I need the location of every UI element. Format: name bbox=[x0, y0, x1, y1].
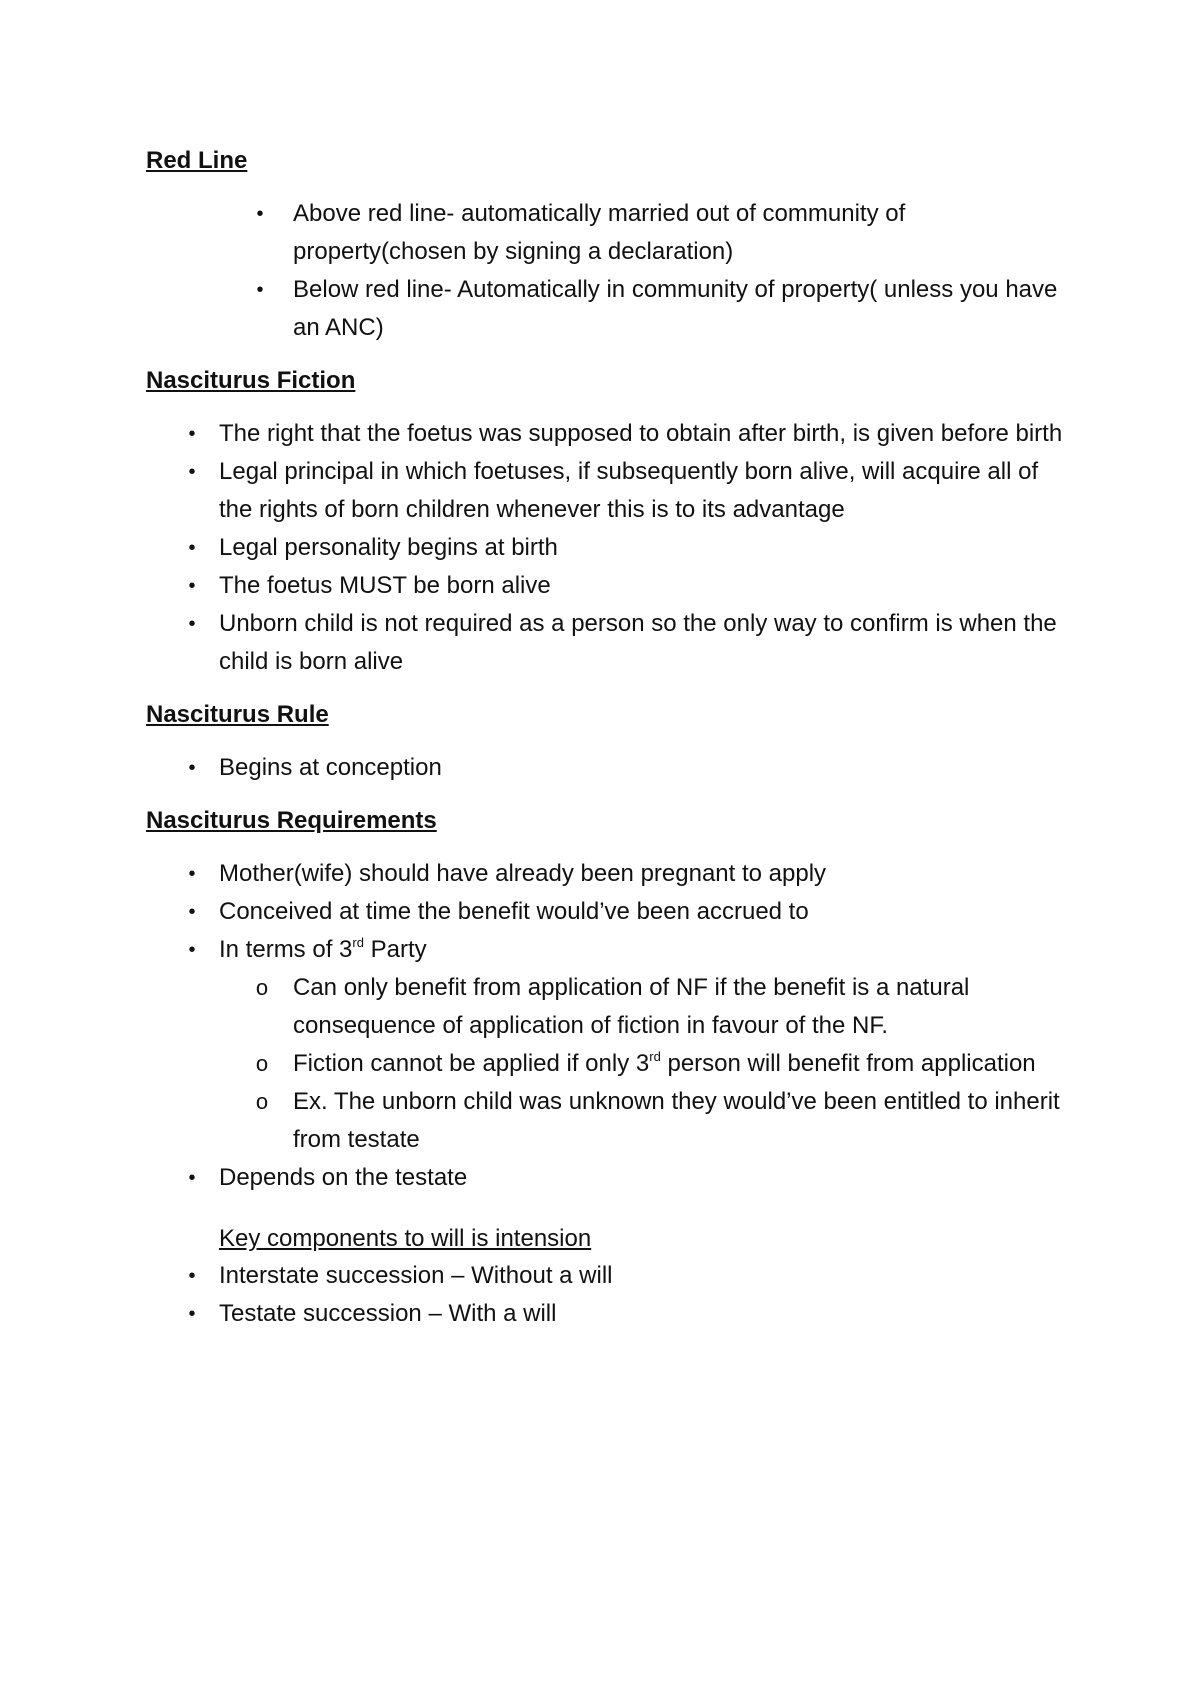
bullet-icon: • bbox=[188, 461, 196, 483]
list-item bbox=[146, 749, 1066, 787]
text-run: Fiction cannot be applied if only 3 bbox=[293, 1050, 650, 1077]
sublist-item bbox=[146, 969, 1066, 1045]
sublist-item-text bbox=[293, 1050, 1036, 1077]
circle-bullet-icon: o bbox=[255, 1051, 269, 1076]
heading-nasciturus-requirements: Nasciturus Requirements bbox=[146, 807, 437, 834]
bullet-icon: • bbox=[188, 939, 196, 961]
bullet-icon: • bbox=[256, 279, 264, 301]
bullet-icon: • bbox=[188, 537, 196, 559]
list-item-text: Unborn child is not required as a person so the only way to confirm is when the child is born alive bbox=[219, 610, 1057, 675]
list-item-text: Legal principal in which foetuses, if subsequently born alive, will acquire all of the rights of born children whenever this is to its advantage bbox=[219, 458, 1039, 523]
heading-red-line: Red Line bbox=[146, 147, 248, 174]
list-item bbox=[146, 195, 1066, 271]
bullet-icon: • bbox=[188, 757, 196, 779]
list-item bbox=[146, 893, 1066, 931]
nasciturus-requirements-list-cont bbox=[146, 1159, 1066, 1197]
red-line-list bbox=[146, 195, 1066, 347]
circle-bullet-icon: o bbox=[255, 975, 269, 1000]
third-party-sublist bbox=[146, 969, 1066, 1159]
text-run: Party bbox=[363, 936, 427, 963]
document-content bbox=[146, 143, 1066, 1349]
list-item-text: Testate succession – With a will bbox=[219, 1300, 557, 1327]
bullet-icon: • bbox=[188, 1167, 196, 1189]
heading-key-components: Key components to will is intension bbox=[219, 1225, 592, 1252]
bullet-icon: • bbox=[188, 901, 196, 923]
list-item-text: Below red line- Automatically in community of property( unless you have an ANC) bbox=[293, 276, 1058, 341]
sublist-item bbox=[146, 1083, 1066, 1159]
nasciturus-fiction-list bbox=[146, 415, 1066, 681]
nasciturus-requirements-list bbox=[146, 855, 1066, 969]
bullet-icon: • bbox=[188, 1303, 196, 1325]
list-item bbox=[146, 529, 1066, 567]
key-components-list bbox=[146, 1257, 1066, 1333]
list-item bbox=[146, 567, 1066, 605]
text-run: person will benefit from application bbox=[660, 1050, 1036, 1077]
list-item bbox=[146, 453, 1066, 529]
bullet-icon: • bbox=[188, 575, 196, 597]
list-item-text: Begins at conception bbox=[219, 754, 442, 781]
bullet-icon: • bbox=[256, 203, 264, 225]
heading-nasciturus-fiction: Nasciturus Fiction bbox=[146, 367, 356, 394]
bullet-icon: • bbox=[188, 423, 196, 445]
circle-bullet-icon: o bbox=[255, 1089, 269, 1114]
heading-nasciturus-rule: Nasciturus Rule bbox=[146, 701, 329, 728]
list-item bbox=[146, 271, 1066, 347]
list-item bbox=[146, 1257, 1066, 1295]
sublist-item bbox=[146, 1045, 1066, 1083]
list-item bbox=[146, 1159, 1066, 1197]
bullet-icon: • bbox=[188, 1265, 196, 1287]
bullet-icon: • bbox=[188, 863, 196, 885]
superscript: rd bbox=[649, 1049, 661, 1064]
list-item-text: Above red line- automatically married out of community of property(chosen by signing a declaration) bbox=[293, 200, 906, 265]
nasciturus-rule-list bbox=[146, 749, 1066, 787]
list-item-text: Legal personality begins at birth bbox=[219, 534, 558, 561]
list-item bbox=[146, 855, 1066, 893]
list-item bbox=[146, 931, 1066, 969]
superscript: rd bbox=[352, 935, 364, 950]
list-item-text: Mother(wife) should have already been pregnant to apply bbox=[219, 860, 827, 887]
list-item-text: The foetus MUST be born alive bbox=[219, 572, 551, 599]
sublist-item-text: Ex. The unborn child was unknown they would’ve been entitled to inherit from testate bbox=[293, 1088, 1060, 1153]
list-item bbox=[146, 1295, 1066, 1333]
list-item-text: The right that the foetus was supposed to obtain after birth, is given before birth bbox=[219, 420, 1063, 447]
text-run: In terms of 3 bbox=[219, 936, 353, 963]
list-item-text: Conceived at time the benefit would’ve been accrued to bbox=[219, 898, 809, 925]
list-item-text: Depends on the testate bbox=[219, 1164, 468, 1191]
list-item-text: Interstate succession – Without a will bbox=[219, 1262, 613, 1289]
list-item bbox=[146, 415, 1066, 453]
spacer bbox=[146, 1197, 1066, 1221]
sublist-item-text: Can only benefit from application of NF if the benefit is a natural consequence of application of fiction in favour of the NF. bbox=[293, 974, 970, 1039]
list-item-text bbox=[219, 936, 427, 963]
list-item bbox=[146, 605, 1066, 681]
bullet-icon: • bbox=[188, 613, 196, 635]
